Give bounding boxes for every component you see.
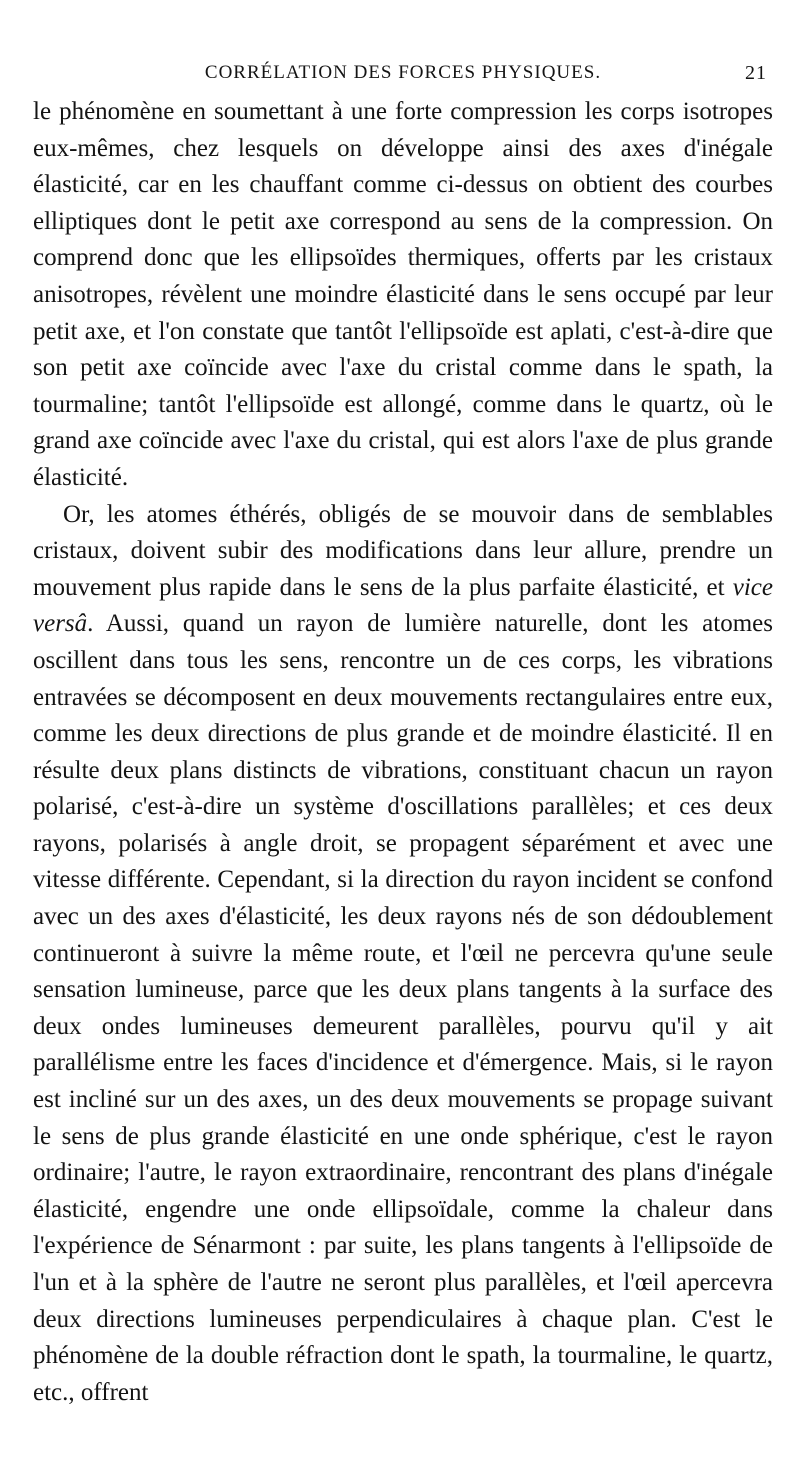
body-text [33, 94, 773, 1411]
italic-phrase: vice versâ [33, 573, 773, 638]
paragraph-double-refraction [33, 497, 773, 1412]
running-title: CORRÉLATION DES FORCES PHYSIQUES. [204, 62, 602, 83]
paragraph-text-before: Or, les atomes éthérés, obligés de se mouvoir dans de semblables cristaux, doivent subir des modifications dans leur allure, prendre un mouvement plus rapide dans le sens de la plus parfaite élasticité, et [33, 500, 773, 601]
paragraph-text-after: . Aussi, quand un rayon de lumière naturelle, dont les atomes oscillent dans tous les sens, rencontre un de ces corps, les vibrations entravées se décomposent en deux mouvements rectangulaires entre eux, comme les deux directions de plus grande et de moindre élasticité. Il en résulte deux plans distincts de vibrations, constituant chacun un rayon polarisé, c'est-à-dire un système d'oscillations parallèles; et ces deux rayons, polarisés à angle droit, se propagent séparément et avec une vitesse différente. Cependant, si la direction du rayon incident se confond avec un des axes d'élasticité, les deux rayons nés de son dédoublement continueront à suivre la même route, et l'œil ne percevra qu'une seule sensation lumineuse, parce que les deux plans tangents à la surface des deux ondes lumineuses demeurent parallèles, pourvu qu'il y ait parallélisme entre les faces d'incidence et d'émergence. Mais, si le rayon est incliné sur un des axes, un des deux mouvements se propage suivant le sens de plus grande élasticité en une onde sphérique, c'est le rayon ordinaire; l'autre, le rayon extraordinaire, rencontrant des plans d'inégale élasticité, engendre une onde ellipsoïdale, comme la chaleur dans l'expérience de Sénarmont : par suite, les plans tangents à l'ellipsoïde de l'un et à la sphère de l'autre ne seront plus parallèles, et l'œil apercevra deux directions lumineuses perpendiculaires à chaque plan. C'est le phénomène de la double réfraction dont le spath, la tourmaline, le quartz, etc., offrent [33, 610, 773, 1406]
paragraph-continuation: le phénomène en soumettant à une forte compression les corps isotropes eux-mêmes, chez lesquels on développe ainsi des axes d'inégale élasticité, car en les chauffant comme ci-dessus on obtient des courbes elliptiques dont le petit axe correspond au sens de la compression. On comprend donc que les ellipsoïdes thermiques, offerts par les cristaux anisotropes, révèlent une moindre élasticité dans le sens occupé par leur petit axe, et l'on constate que tantôt l'ellipsoïde est aplati, c'est-à-dire que son petit axe coïncide avec l'axe du cristal comme dans le spath, la tourmaline; tantôt l'ellipsoïde est allongé, comme dans le quartz, où le grand axe coïncide avec l'axe du cristal, qui est alors l'axe de plus grande élasticité. [33, 98, 773, 491]
book-page [33, 60, 773, 1411]
running-head [33, 60, 773, 90]
page-number: 21 [745, 62, 767, 84]
